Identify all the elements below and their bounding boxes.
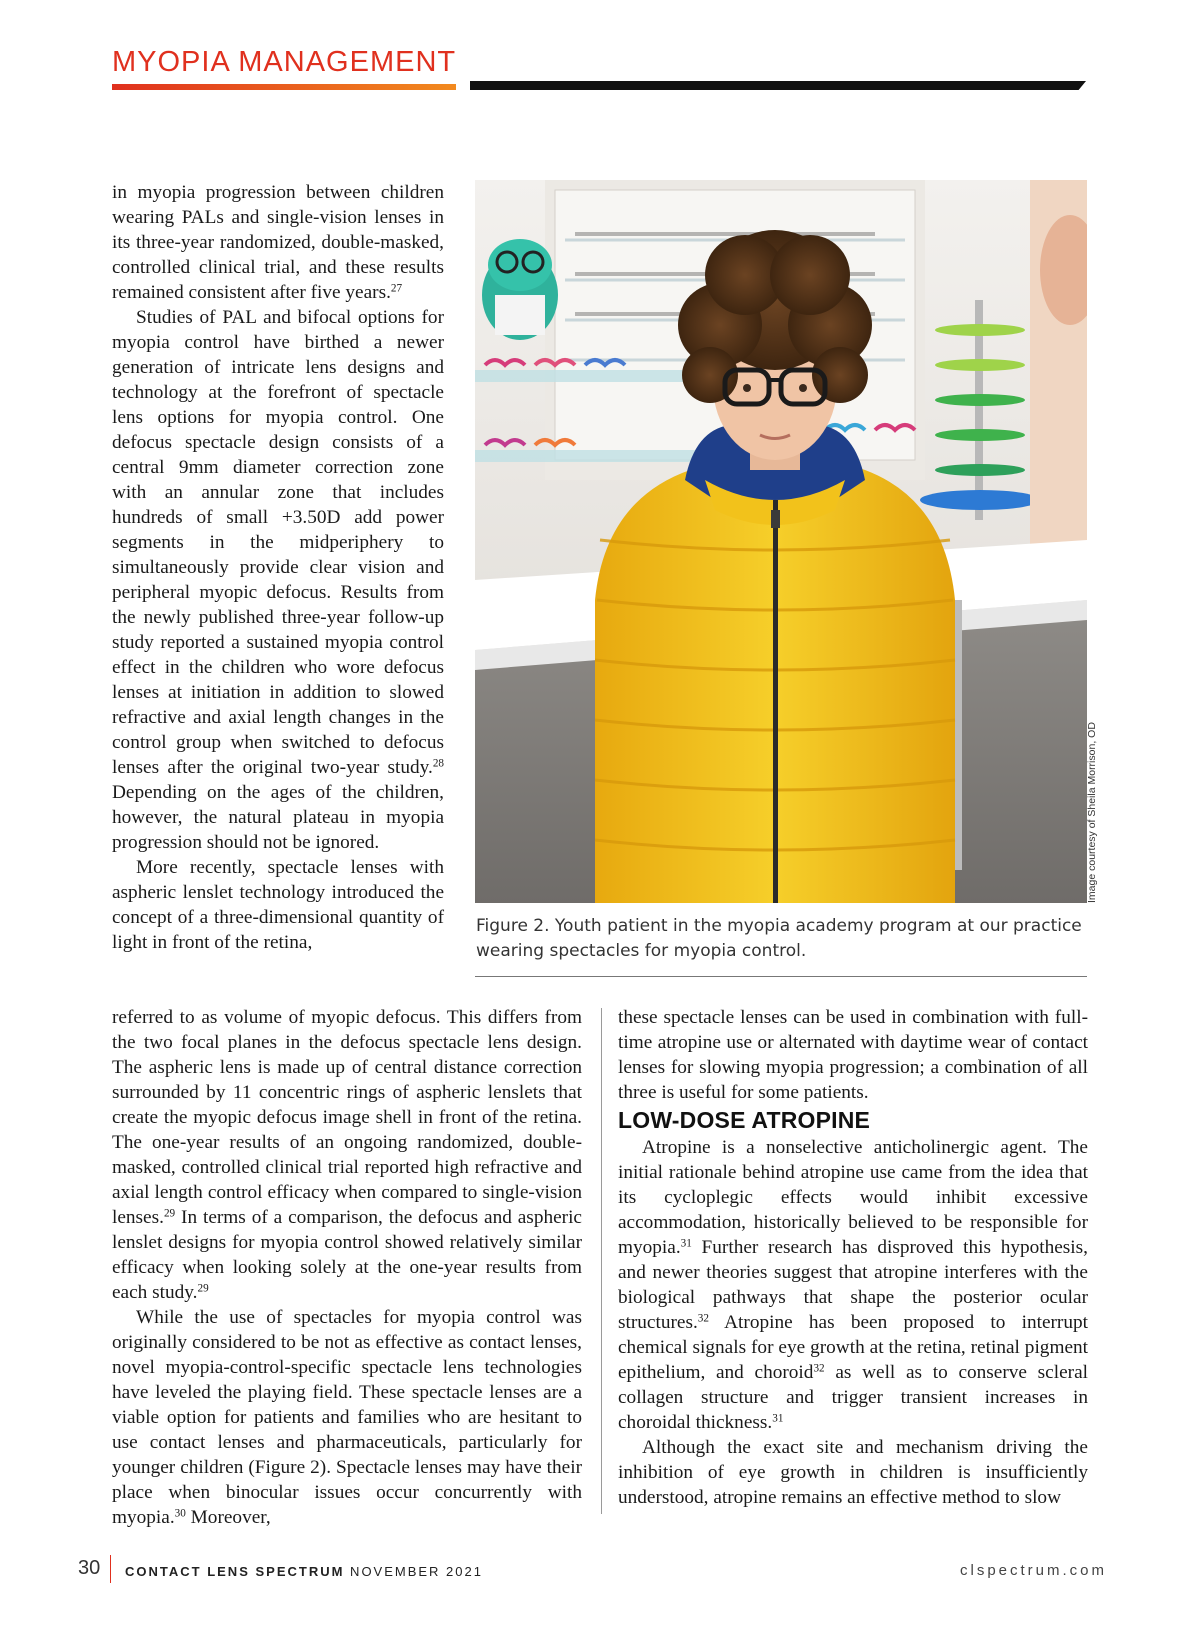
section-heading: LOW-DOSE ATROPINE	[618, 1107, 871, 1133]
paragraph: these spectacle lenses can be used in combination with full-time atropine use or alternated with daytime wear of contact lenses for slowing myopia progression; a combination of all three is useful for some patients.	[618, 1007, 1088, 1103]
magazine-credit	[125, 1564, 483, 1579]
paragraph: in myopia progression between children wearing PALs and single-vision lenses in its three-year randomized, double-masked, controlled clinical trial, and these results remained consistent after five years.$^{27}$	[112, 182, 444, 303]
section-title-underline	[112, 84, 456, 90]
column-3	[618, 1005, 1088, 1510]
page-number: 30	[78, 1557, 101, 1579]
column-divider	[601, 1008, 602, 1514]
figure-2-photo	[475, 180, 1087, 903]
column-1	[112, 180, 444, 955]
footer-separator	[110, 1555, 111, 1583]
issue-date: NOVEMBER 2021	[344, 1564, 483, 1579]
image-credit: Image courtesy of Sheila Morrison, OD	[1086, 722, 1098, 903]
paragraph: While the use of spectacles for myopia control was originally considered to be not as effective as contact lenses, novel myopia-control-specific spectacle lens technologies have leveled the playing field. These spectacle lenses are a viable option for patients and families who are hesitant to use contact lenses and pharmaceuticals, particularly for younger children (Figure 2). Spectacle lenses may have their place when binocular issues occur concurrently with myopia.$^{30}$ Moreover,	[112, 1307, 582, 1528]
header-rule	[470, 81, 1086, 90]
paragraph: More recently, spectacle lenses with aspheric lenslet technology introduced the concept of a three-dimensional quantity of light in front of the retina,	[112, 857, 444, 953]
figure-caption: Figure 2. Youth patient in the myopia academy program at our practice wearing spectacles for myopia control.	[476, 916, 1082, 961]
magazine-name: CONTACT LENS SPECTRUM	[125, 1564, 345, 1579]
section-title: MYOPIA MANAGEMENT	[112, 46, 457, 78]
caption-rule	[475, 976, 1087, 977]
column-2	[112, 1005, 582, 1530]
paragraph: Studies of PAL and bifocal options for myopia control have birthed a newer generation of intricate lens designs and technology at the forefront of spectacle lens options for myopia control. One defocus spectacle design consists of a central 9mm diameter correction zone with an annular zone that includes hundreds of small +3.50D add power segments in the midperiphery to simultaneously provide clear vision and peripheral myopic defocus. Results from the newly published three-year follow-up study reported a sustained myopia control effect in the children who wore defocus lenses at initiation in addition to slowed refractive and axial length changes in the control group when switched to defocus lenses after the original two-year study.$^{28}$ Depending on the ages of the children, however, the natural plateau in myopia progression should not be ignored.	[112, 307, 444, 853]
paragraph: referred to as volume of myopic defocus. This differs from the two focal planes in the defocus spectacle lens design. The aspheric lens is made up of central distance correction surrounded by 11 concentric rings of aspheric lenslets that create the myopic defocus image shell in front of the retina. The one-year results of an ongoing randomized, double-masked, controlled clinical trial reported high refractive and axial length control efficacy when compared to single-vision lenses.$^{29}$ In terms of a comparison, the defocus and aspheric lenslet designs for myopia control showed relatively similar efficacy when looking solely at the one-year results from each study.$^{29}$	[112, 1007, 582, 1303]
paragraph: Although the exact site and mechanism driving the inhibition of eye growth in children is insufficiently understood, atropine remains an effective method to slow	[618, 1437, 1088, 1508]
paragraph: Atropine is a nonselective anticholinergic agent. The initial rationale behind atropine use came from the idea that its cycloplegic effects would inhibit excessive accommodation, historically believed to be responsible for myopia.$^{31}$ Further research has disproved this hypothesis, and newer theories suggest that atropine interferes with the biological pathways that shape the posterior ocular structures.$^{32}$ Atropine has been proposed to interrupt chemical signals for eye growth at the retina, retinal pigment epithelium, and choroid$^{32}$ as well as to conserve scleral collagen structure and trigger transient increases in choroidal thickness.$^{31}$	[618, 1137, 1088, 1433]
site-url: clspectrum.com	[960, 1562, 1108, 1579]
